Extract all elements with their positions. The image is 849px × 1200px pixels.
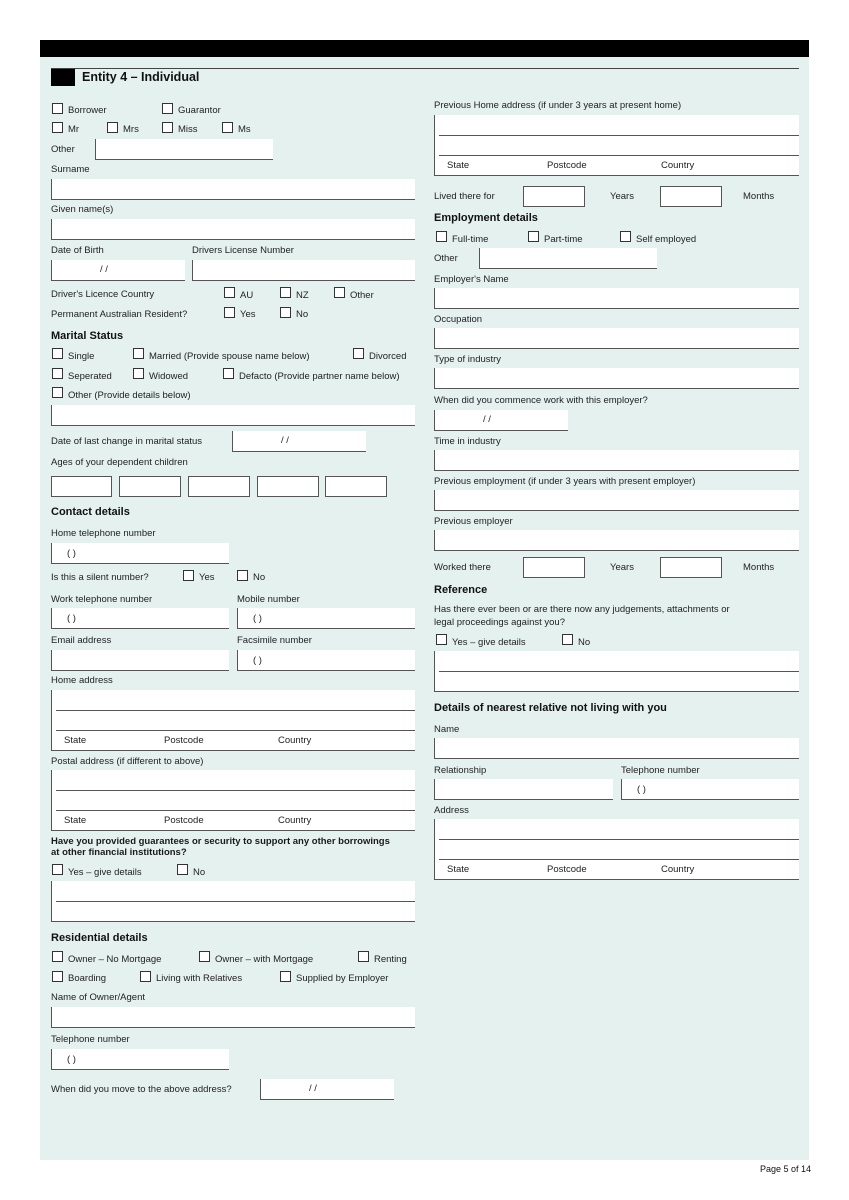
fulltime-checkbox[interactable] (436, 231, 447, 242)
mrs-checkbox[interactable] (107, 122, 118, 133)
separated-label: Seperated (68, 371, 112, 382)
home-tel-label: Home telephone number (51, 528, 156, 539)
relative-tel-label: Telephone number (621, 765, 700, 776)
last-change-label: Date of last change in marital status (51, 436, 203, 447)
lived-months-input[interactable] (660, 186, 722, 207)
worked-years-input[interactable] (523, 557, 585, 578)
residential-heading: Residential details (51, 932, 148, 944)
relative-address-input[interactable] (434, 819, 799, 880)
agent-tel-input[interactable] (51, 1049, 229, 1070)
years-label: Years (610, 191, 634, 202)
silent-no-checkbox[interactable] (237, 570, 248, 581)
worked-label: Worked there (434, 562, 491, 573)
silent-yes-label: Yes (199, 572, 215, 583)
dependent-age-input[interactable] (119, 476, 181, 497)
owner-no-mortgage-checkbox[interactable] (52, 951, 63, 962)
parttime-label: Part-time (544, 234, 583, 245)
reference-no-label: No (578, 637, 591, 648)
silent-yes-checkbox[interactable] (183, 570, 194, 581)
reference-question: Has there ever been or are there now any judgements, attachments or (434, 604, 730, 615)
dependents-label: Ages of your dependent children (51, 457, 188, 468)
guarantor-label: Guarantor (178, 105, 221, 116)
reference-question-line2: legal proceedings against you? (434, 617, 565, 628)
marital-status-heading: Marital Status (51, 330, 124, 342)
worked-months-input[interactable] (660, 557, 722, 578)
postcode-label: Postcode (547, 160, 587, 171)
area-code: ( ) (637, 784, 646, 795)
widowed-checkbox[interactable] (133, 368, 144, 379)
fax-label: Facsimile number (237, 635, 312, 646)
lived-years-input[interactable] (523, 186, 585, 207)
postcode-label: Postcode (164, 815, 204, 826)
relatives-label: Living with Relatives (156, 973, 243, 984)
home-tel-input[interactable] (51, 543, 229, 564)
relative-tel-input[interactable] (621, 779, 799, 800)
prev-home-input[interactable] (434, 115, 799, 176)
prev-employer-label: Previous employer (434, 516, 513, 527)
relative-name-input[interactable] (434, 738, 799, 759)
mrs-label: Mrs (123, 124, 139, 135)
state-label: State (64, 815, 87, 826)
licence-other-label: Other (350, 290, 374, 301)
dob-input[interactable] (51, 260, 185, 281)
title-other-input[interactable] (95, 139, 273, 160)
moved-slashes: / / (309, 1083, 317, 1094)
surname-label: Surname (51, 164, 90, 175)
time-industry-label: Time in industry (434, 436, 501, 447)
email-input[interactable] (51, 650, 229, 671)
employer-name-input[interactable] (434, 288, 799, 309)
occupation-label: Occupation (434, 314, 483, 325)
email-label: Email address (51, 635, 112, 646)
occupation-input[interactable] (434, 328, 799, 349)
married-checkbox[interactable] (133, 348, 144, 359)
licence-country-label: Driver's Licence Country (51, 289, 155, 300)
postal-address-label: Postal address (if different to above) (51, 756, 204, 767)
guarantees-no-checkbox[interactable] (177, 864, 188, 875)
dependent-age-input[interactable] (51, 476, 112, 497)
resident-no-checkbox[interactable] (280, 307, 291, 318)
owner-agent-input[interactable] (51, 1007, 415, 1028)
employer-supplied-checkbox[interactable] (280, 971, 291, 982)
postal-address-input[interactable] (51, 770, 415, 831)
mobile-label: Mobile number (237, 594, 300, 605)
page-number: Page 5 of 14 (760, 1164, 812, 1174)
postcode-label: Postcode (547, 864, 587, 875)
resident-label: Permanent Australian Resident? (51, 309, 188, 320)
entity-marker (51, 69, 75, 86)
guarantees-question-line2: at other financial institutions? (51, 847, 187, 858)
home-address-label: Home address (51, 675, 113, 686)
area-code: ( ) (67, 548, 76, 559)
marital-details-input[interactable] (51, 405, 415, 426)
relative-heading: Details of nearest relative not living with you (434, 702, 667, 714)
reference-yes-label: Yes – give details (452, 637, 526, 648)
prev-employment-input[interactable] (434, 490, 799, 511)
area-code: ( ) (67, 613, 76, 624)
last-change-slashes: / / (281, 435, 289, 446)
borrower-checkbox[interactable] (52, 103, 63, 114)
owner-mortgage-label: Owner – with Mortgage (215, 954, 314, 965)
resident-yes-label: Yes (240, 309, 256, 320)
country-label: Country (278, 815, 312, 826)
employment-heading: Employment details (434, 212, 538, 224)
owner-no-mortgage-label: Owner – No Mortgage (68, 954, 162, 965)
single-checkbox[interactable] (52, 348, 63, 359)
owner-agent-label: Name of Owner/Agent (51, 992, 145, 1003)
guarantees-question: Have you provided guarantees or security to support any other borrowings (51, 836, 390, 847)
state-label: State (64, 735, 87, 746)
industry-label: Type of industry (434, 354, 502, 365)
moved-date-input[interactable] (260, 1079, 394, 1100)
country-label: Country (661, 864, 695, 875)
au-checkbox[interactable] (224, 287, 235, 298)
employment-other-input[interactable] (479, 248, 657, 269)
license-label: Drivers License Number (192, 245, 294, 256)
entity-title: Entity 4 – Individual (82, 70, 200, 84)
last-change-input[interactable] (232, 431, 366, 452)
fulltime-label: Full-time (452, 234, 489, 245)
commence-label: When did you commence work with this employer? (434, 395, 648, 406)
area-code: ( ) (67, 1054, 76, 1065)
prev-home-label: Previous Home address (if under 3 years at present home) (434, 100, 682, 111)
relatives-checkbox[interactable] (140, 971, 151, 982)
married-label: Married (Provide spouse name below) (149, 351, 310, 362)
postcode-label: Postcode (164, 735, 204, 746)
work-tel-label: Work telephone number (51, 594, 153, 605)
relative-name-label: Name (434, 724, 460, 735)
renting-label: Renting (374, 954, 407, 965)
mr-checkbox[interactable] (52, 122, 63, 133)
dependent-age-input[interactable] (325, 476, 387, 497)
divider (51, 68, 799, 69)
time-industry-input[interactable] (434, 450, 799, 471)
owner-mortgage-checkbox[interactable] (199, 951, 210, 962)
separated-checkbox[interactable] (52, 368, 63, 379)
dob-slashes: / / (100, 264, 108, 275)
reference-details-input[interactable] (434, 651, 799, 692)
license-input[interactable] (192, 260, 415, 281)
selfemployed-checkbox[interactable] (620, 231, 631, 242)
contact-details-heading: Contact details (51, 506, 130, 518)
months-label: Months (743, 562, 775, 573)
reference-yes-checkbox[interactable] (436, 634, 447, 645)
home-address-input[interactable] (51, 690, 415, 751)
divorced-label: Divorced (369, 351, 407, 362)
moved-label: When did you move to the above address? (51, 1084, 232, 1095)
miss-label: Miss (178, 124, 198, 135)
relationship-label: Relationship (434, 765, 487, 776)
guarantees-no-label: No (193, 867, 206, 878)
widowed-label: Widowed (149, 371, 189, 382)
dob-label: Date of Birth (51, 245, 104, 256)
selfemployed-label: Self employed (636, 234, 697, 245)
reference-no-checkbox[interactable] (562, 634, 573, 645)
marital-other-label: Other (Provide details below) (68, 390, 191, 401)
guarantees-yes-checkbox[interactable] (52, 864, 63, 875)
parttime-checkbox[interactable] (528, 231, 539, 242)
agent-tel-label: Telephone number (51, 1034, 130, 1045)
area-code: ( ) (253, 613, 262, 624)
prev-employment-label: Previous employment (if under 3 years with present employer) (434, 476, 696, 487)
silent-no-label: No (253, 572, 266, 583)
guarantor-checkbox[interactable] (162, 103, 173, 114)
reference-heading: Reference (434, 584, 488, 596)
months-label: Months (743, 191, 775, 202)
relative-address-label: Address (434, 805, 469, 816)
years-label: Years (610, 562, 634, 573)
employer-supplied-label: Supplied by Employer (296, 973, 389, 984)
ms-checkbox[interactable] (222, 122, 233, 133)
resident-no-label: No (296, 309, 309, 320)
fax-input[interactable] (237, 650, 415, 671)
lived-label: Lived there for (434, 191, 495, 202)
mr-label: Mr (68, 124, 80, 135)
boarding-label: Boarding (68, 973, 107, 984)
area-code: ( ) (253, 655, 262, 666)
mobile-input[interactable] (237, 608, 415, 629)
employer-name-label: Employer's Name (434, 274, 509, 285)
silent-label: Is this a silent number? (51, 572, 149, 583)
given-names-label: Given name(s) (51, 204, 114, 215)
borrower-label: Borrower (68, 105, 107, 116)
prev-employer-input[interactable] (434, 530, 799, 551)
industry-input[interactable] (434, 368, 799, 389)
divorced-checkbox[interactable] (353, 348, 364, 359)
title-other-label: Other (51, 144, 75, 155)
single-label: Single (68, 351, 95, 362)
commence-slashes: / / (483, 414, 491, 425)
ms-label: Ms (238, 124, 251, 135)
employment-other-label: Other (434, 253, 458, 264)
surname-input[interactable] (51, 179, 415, 200)
state-label: State (447, 864, 470, 875)
country-label: Country (278, 735, 312, 746)
miss-checkbox[interactable] (162, 122, 173, 133)
commence-date-input[interactable] (434, 410, 568, 431)
marital-other-checkbox[interactable] (52, 387, 63, 398)
state-label: State (447, 160, 470, 171)
defacto-label: Defacto (Provide partner name below) (239, 371, 400, 382)
au-label: AU (240, 290, 254, 301)
renting-checkbox[interactable] (358, 951, 369, 962)
guarantees-details-input[interactable] (51, 881, 415, 922)
dependent-age-input[interactable] (257, 476, 319, 497)
given-names-input[interactable] (51, 219, 415, 240)
dependent-age-input[interactable] (188, 476, 250, 497)
header-bar (40, 40, 809, 57)
nz-label: NZ (296, 290, 309, 301)
nz-checkbox[interactable] (280, 287, 291, 298)
relationship-input[interactable] (434, 779, 613, 800)
defacto-checkbox[interactable] (223, 368, 234, 379)
work-tel-input[interactable] (51, 608, 229, 629)
resident-yes-checkbox[interactable] (224, 307, 235, 318)
boarding-checkbox[interactable] (52, 971, 63, 982)
country-label: Country (661, 160, 695, 171)
guarantees-yes-label: Yes – give details (68, 867, 142, 878)
licence-other-checkbox[interactable] (334, 287, 345, 298)
